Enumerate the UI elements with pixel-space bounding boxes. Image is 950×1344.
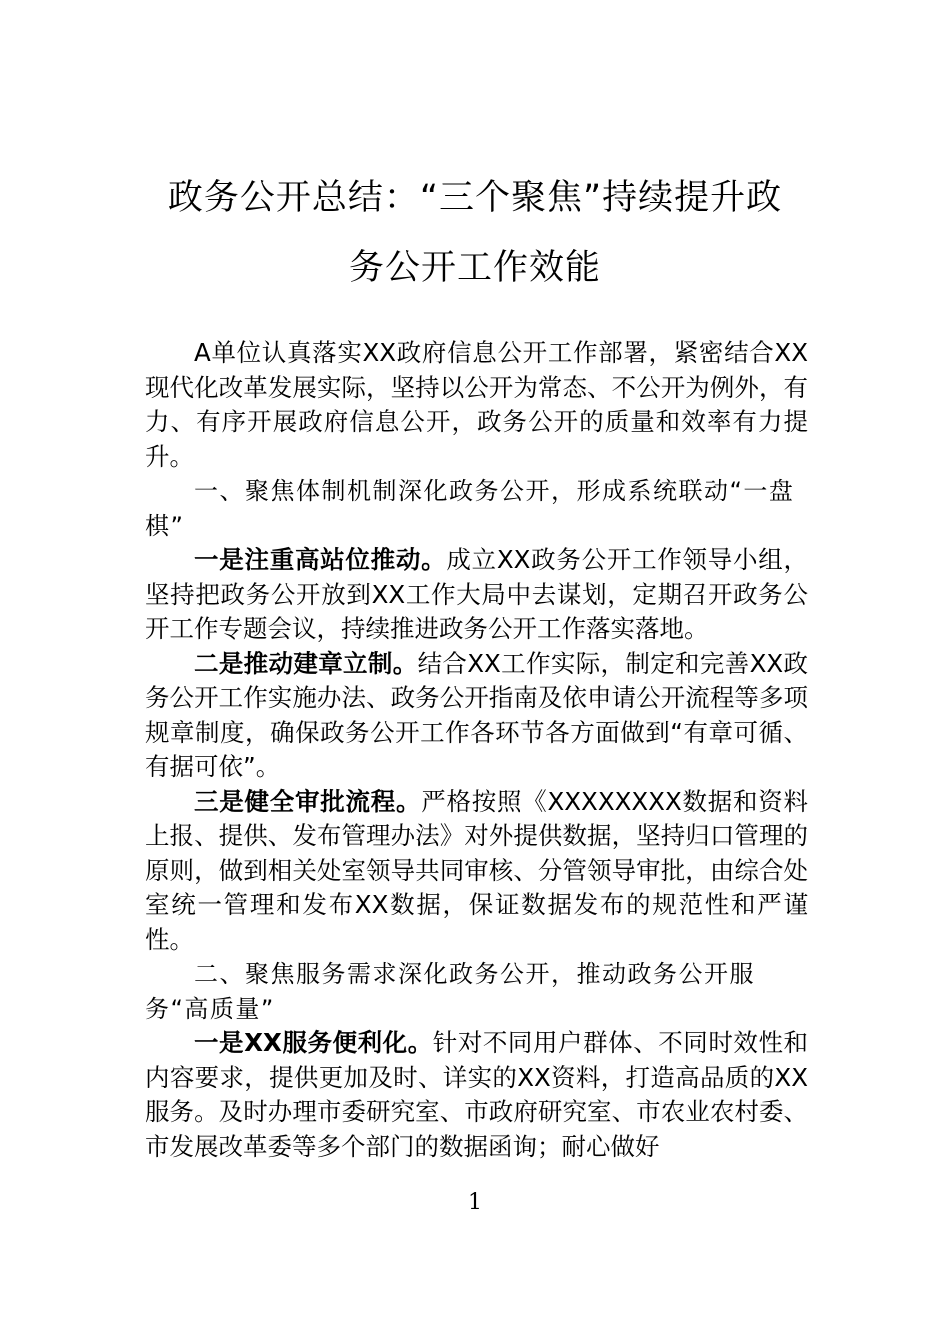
item-text: 结合XX工作实际，制定和完善XX政务公开工作实施办法、政务公开指南及依申请公开流程等多项规章制度，确保政务公开工作各环节各方面做到“有章可循、有据可依”。 bbox=[145, 648, 808, 781]
section-2-item-1 bbox=[145, 1026, 808, 1164]
section-1-heading: 一、聚焦体制机制深化政务公开，形成系统联动“一盘棋” bbox=[145, 477, 795, 540]
section-1-item-3 bbox=[145, 785, 808, 958]
item-lead: 三是健全审批流程。 bbox=[194, 786, 422, 816]
page-number: 1 bbox=[468, 1190, 482, 1215]
item-text: 严格按照《XXXXXXXX数据和资料上报、提供、发布管理办法》对外提供数据，坚持归口管理的原则，做到相关处室领导共同审核、分管领导审批，由综合处室统一管理和发布XX数据，保证数据发布的规范性和严谨性。 bbox=[145, 786, 808, 954]
document-body bbox=[145, 336, 808, 1164]
intro-paragraph: A单位认真落实XX政府信息公开工作部署，紧密结合XX现代化改革发展实际，坚持以公开为常态、不公开为例外，有力、有序开展政府信息公开，政务公开的质量和效率有力提升。 bbox=[145, 338, 808, 471]
item-lead: 一是注重高站位推动。 bbox=[194, 545, 447, 574]
document-title-line-2: 务公开工作效能 bbox=[348, 248, 601, 288]
item-text: 针对不同用户群体、不同时效性和内容要求，提供更加及时、详实的XX资料，打造高品质的XX服务。及时办理市委研究室、市政府研究室、市农业农村委、市发展改革委等多个部门的数据函询；耐心做好 bbox=[145, 1028, 809, 1161]
item-text: 成立XX政务公开工作领导小组，坚持把政务公开放到XX工作大局中去谋划，定期召开政务公开工作专题会议，持续推进政务公开工作落实落地。 bbox=[145, 545, 808, 643]
item-lead: 一是XX服务便利化。 bbox=[194, 1028, 433, 1057]
section-2-heading: 二、聚焦服务需求深化政务公开，推动政务公开服务“高质量” bbox=[145, 960, 755, 1023]
item-lead: 二是推动建章立制。 bbox=[194, 648, 418, 678]
section-1-item-2 bbox=[145, 647, 808, 785]
document-title-line-1: 政务公开总结：“三个聚焦”持续提升政 bbox=[167, 178, 783, 218]
section-1-item-1 bbox=[145, 543, 808, 647]
